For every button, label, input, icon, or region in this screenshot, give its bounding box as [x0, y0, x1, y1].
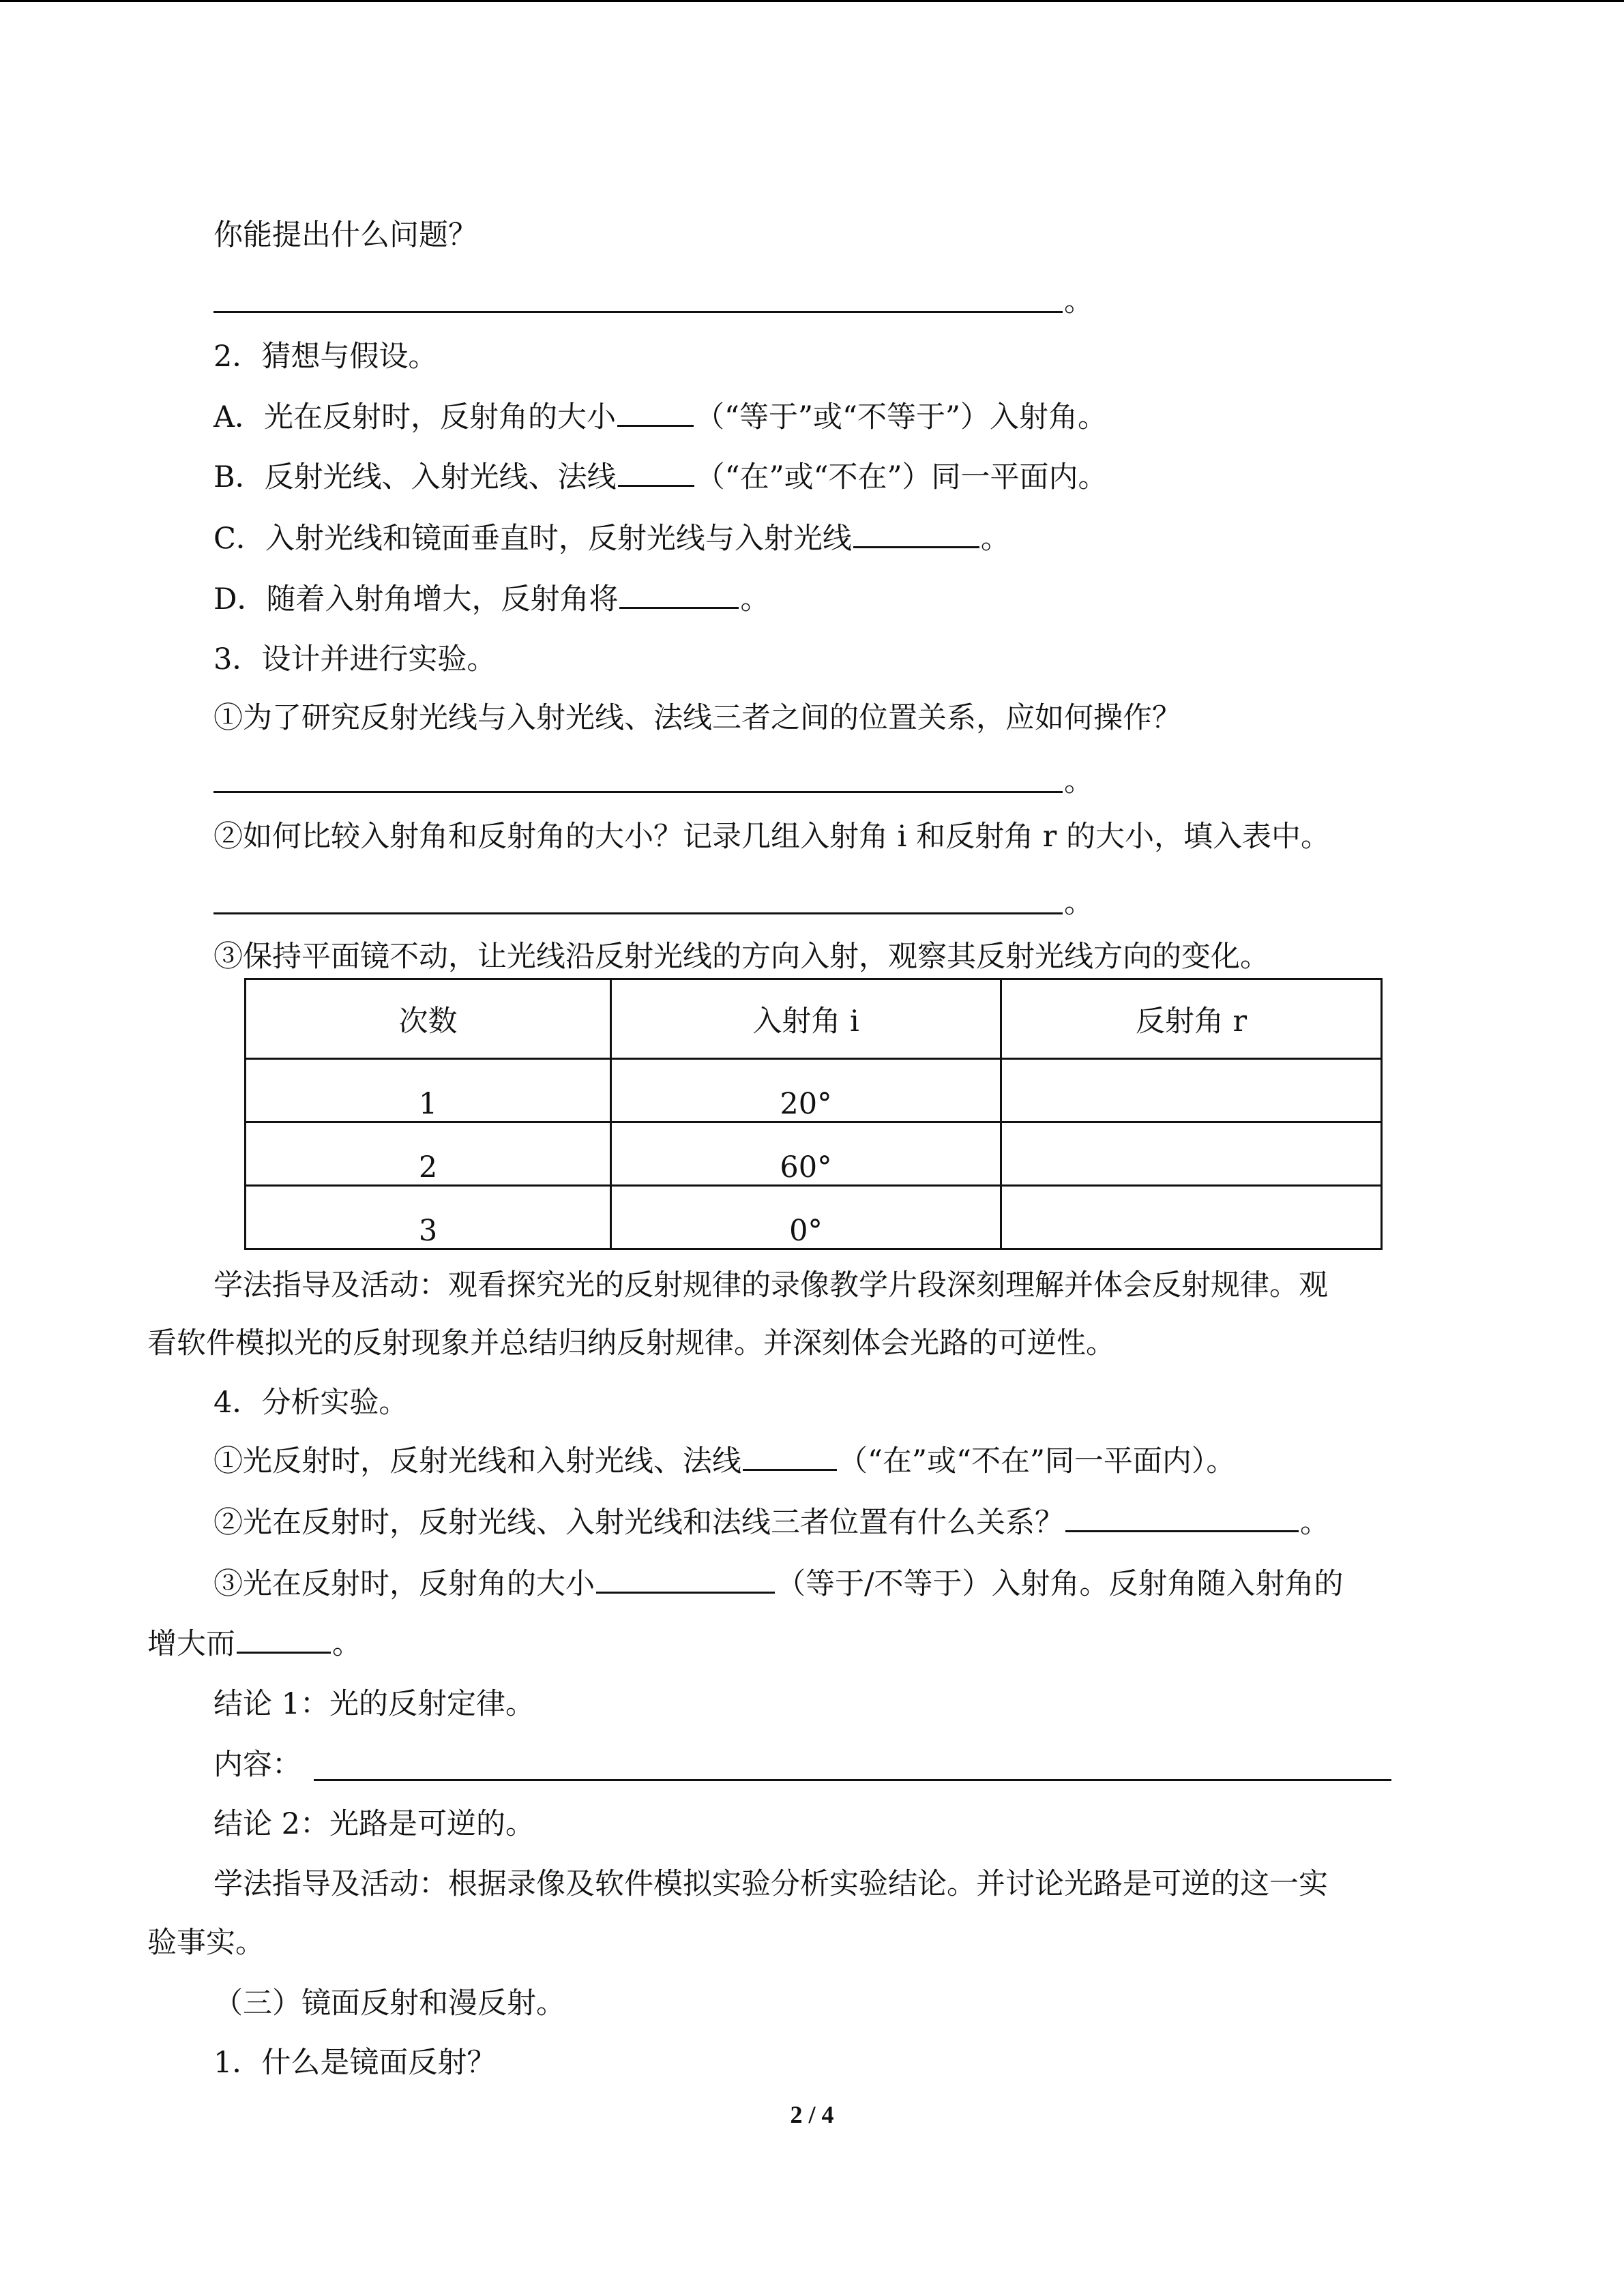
table-cell-empty[interactable]	[1001, 1186, 1382, 1249]
fill-blank-f3b[interactable]	[237, 1624, 331, 1654]
table-cell: 2	[246, 1122, 611, 1186]
table-cell-empty[interactable]	[1001, 1122, 1382, 1186]
conclusion-1: 结论 1：光的反射定律。	[213, 1687, 535, 1721]
analysis-3	[213, 1564, 1344, 1605]
hypothesis-a-option: （“等于”或“不等于”）入射角。	[695, 400, 1107, 434]
analysis-3-cont-end: 。	[332, 1627, 361, 1661]
study-guide-1-line-2: 看软件模拟光的反射现象并总结归纳反射规律。并深刻体会光路的可逆性。	[147, 1326, 1115, 1360]
experiment-step-2: ②如何比较入射角和反射角的大小？记录几组入射角 i 和反射角 r 的大小，填入表中。	[213, 820, 1330, 854]
hypothesis-b-text: B．反射光线、入射光线、法线	[213, 460, 617, 494]
section-2-heading: 2．猜想与假设。	[213, 340, 438, 374]
fill-blank-b[interactable]	[618, 458, 694, 487]
section-4-heading: 4．分析实验。	[213, 1386, 409, 1420]
table-cell: 20°	[611, 1059, 1001, 1122]
analysis-3-continued	[147, 1624, 361, 1665]
table-row	[246, 1059, 1382, 1122]
hypothesis-b-option: （“在”或“不在”）同一平面内。	[695, 460, 1108, 494]
page-number: 2 / 4	[790, 2101, 834, 2128]
study-guide-1-line-1: 学法指导及活动：观看探究光的反射规律的录像教学片段深刻理解并体会反射规律。观	[213, 1268, 1328, 1302]
study-guide-2-line-2: 验事实。	[147, 1926, 265, 1960]
table-cell: 0°	[611, 1186, 1001, 1249]
answer-line-2[interactable]	[213, 791, 1063, 793]
fill-blank-d[interactable]	[619, 580, 739, 609]
table-cell: 60°	[611, 1122, 1001, 1186]
data-table	[244, 978, 1383, 1250]
hypothesis-d-end: 。	[740, 582, 770, 616]
content-answer-line[interactable]	[314, 1779, 1391, 1781]
table-header-cell: 入射角 i	[611, 979, 1001, 1059]
table-row	[246, 1122, 1382, 1186]
conclusion-2: 结论 2：光路是可逆的。	[213, 1807, 535, 1841]
hypothesis-a-text: A．光在反射时，反射角的大小	[213, 400, 617, 434]
table-header-row	[246, 979, 1382, 1059]
question-prompt: 你能提出什么问题？	[213, 218, 477, 252]
analysis-1-option: （“在”或“不在”同一平面内）。	[838, 1444, 1236, 1478]
experiment-step-3: ③保持平面镜不动，让光线沿反射光线的方向入射，观察其反射光线方向的变化。	[213, 940, 1269, 974]
analysis-2-text: ②光在反射时，反射光线、入射光线和法线三者位置有什么关系？	[213, 1506, 1064, 1540]
analysis-1	[213, 1441, 1235, 1482]
period: 。	[1064, 886, 1093, 920]
hypothesis-d	[213, 579, 769, 620]
analysis-2	[213, 1502, 1329, 1543]
section-3-mirror-reflection: （三）镜面反射和漫反射。	[213, 1986, 565, 2021]
table-header-cell: 次数	[246, 979, 611, 1059]
study-guide-2-line-1: 学法指导及活动：根据录像及软件模拟实验分析实验结论。并讨论光路是可逆的这一实	[213, 1867, 1328, 1901]
fill-blank-c[interactable]	[853, 519, 979, 548]
answer-line-1[interactable]	[213, 311, 1063, 313]
hypothesis-c	[213, 518, 1010, 559]
analysis-3-cont-text: 增大而	[147, 1627, 235, 1661]
table-cell: 1	[246, 1059, 611, 1122]
period: 。	[1064, 764, 1093, 799]
table-cell-empty[interactable]	[1001, 1059, 1382, 1122]
fill-blank-f3[interactable]	[596, 1564, 775, 1594]
table-row	[246, 1186, 1382, 1249]
fill-blank-f2[interactable]	[1065, 1503, 1299, 1532]
fill-blank-a[interactable]	[617, 398, 694, 427]
hypothesis-c-end: 。	[980, 522, 1010, 556]
table-cell: 3	[246, 1186, 611, 1249]
table-header-cell: 反射角 r	[1001, 979, 1382, 1059]
analysis-3-text: ③光在反射时，反射角的大小	[213, 1567, 595, 1601]
hypothesis-b	[213, 457, 1108, 498]
answer-line-3[interactable]	[213, 912, 1063, 914]
hypothesis-a	[213, 397, 1107, 438]
hypothesis-d-text: D．随着入射角增大，反射角将	[213, 582, 619, 616]
section-3-heading: 3．设计并进行实验。	[213, 642, 497, 676]
hypothesis-c-text: C．入射光线和镜面垂直时，反射光线与入射光线	[213, 522, 852, 556]
analysis-3-option: （等于/不等于）入射角。反射角随入射角的	[776, 1567, 1344, 1601]
experiment-step-1: ①为了研究反射光线与入射光线、法线三者之间的位置关系，应如何操作？	[213, 701, 1181, 735]
content-label: 内容：	[213, 1748, 301, 1782]
analysis-1-text: ①光反射时，反射光线和入射光线、法线	[213, 1444, 741, 1478]
question-specular-reflection: 1．什么是镜面反射？	[213, 2046, 497, 2080]
analysis-2-end: 。	[1300, 1506, 1329, 1540]
period: 。	[1064, 284, 1093, 318]
fill-blank-f1[interactable]	[743, 1442, 837, 1471]
